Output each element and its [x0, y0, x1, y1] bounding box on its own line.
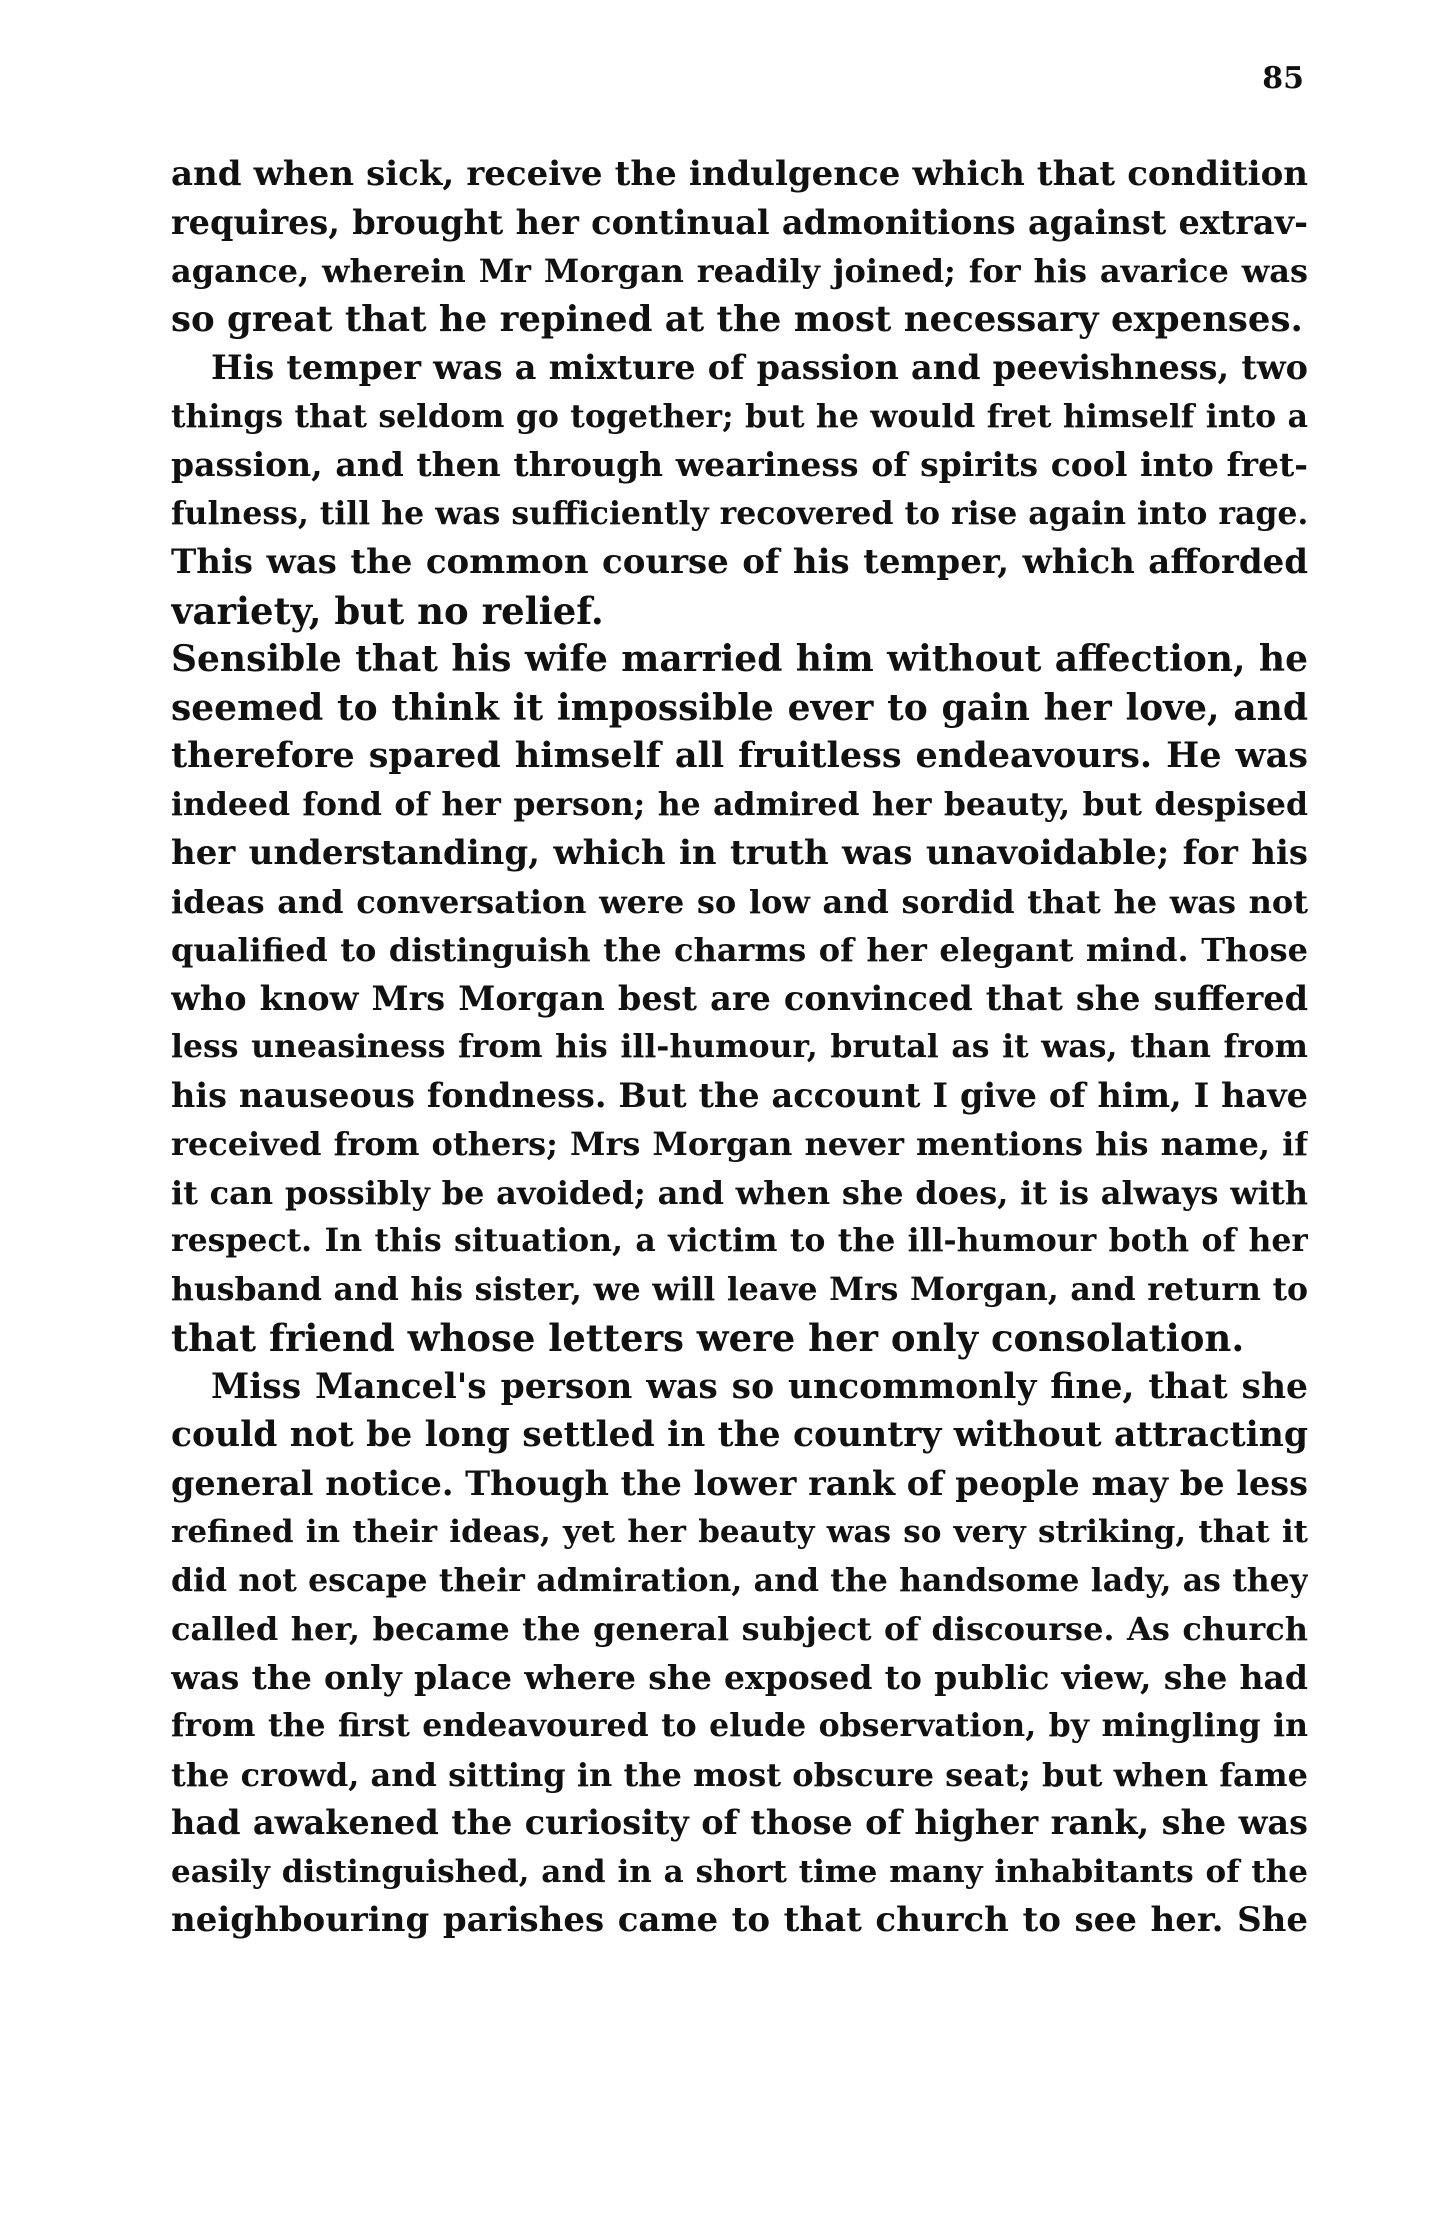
text-line: neighbouring parishes came to that church to see her. She: [171, 1900, 1308, 1940]
text-line: the crowd, and sitting in the most obscure seat; but when fame: [171, 1755, 1308, 1794]
text-line: things that seldom go together; but he would fret himself into a: [171, 397, 1308, 435]
text-line: from the first endeavoured to elude observation, by mingling in: [171, 1707, 1308, 1744]
text-line: did not escape their admiration, and the handsome lady, as they: [171, 1561, 1308, 1599]
body-text: [171, 150, 1308, 1945]
text-line: therefore spared himself all fruitless endeavours. He was: [171, 735, 1308, 776]
paragraph: [171, 1363, 1308, 1945]
text-line: Sensible that his wife married him without affection, he: [171, 638, 1308, 680]
text-line: respect. In this situation, a victim to the ill-humour both of her: [171, 1222, 1308, 1259]
text-line: refined in their ideas, yet her beauty was so very striking, that it: [171, 1514, 1308, 1550]
text-line: variety, but no relief.: [171, 588, 604, 633]
text-line: requires, brought her continual admonitions against extrav-: [171, 202, 1308, 242]
text-line: and when sick, receive the indulgence which that condition: [171, 154, 1308, 194]
paragraph: [171, 150, 1308, 344]
paragraph: [171, 635, 1308, 1363]
paragraph: [171, 344, 1308, 635]
text-line: who know Mrs Morgan best are convinced that she suffered: [171, 978, 1308, 1018]
text-line: could not be long settled in the country without attracting: [171, 1415, 1308, 1455]
text-line: indeed fond of her person; he admired her beauty, but despised: [171, 785, 1308, 823]
text-line: His temper was a mixture of passion and peevishness, two: [211, 348, 1308, 387]
text-line: ideas and conversation were so low and sordid that he was not: [171, 882, 1308, 921]
text-line: less uneasiness from his ill-humour, brutal as it was, than from: [171, 1028, 1308, 1065]
text-line: had awakened the curiosity of those of higher rank, she was: [171, 1803, 1308, 1842]
text-line: This was the common course of his temper, which afforded: [171, 542, 1308, 582]
page-number: 85: [1262, 61, 1304, 96]
text-line: Miss Mancel's person was so uncommonly fine, that she: [211, 1366, 1308, 1407]
text-line: general notice. Though the lower rank of people may be less: [171, 1463, 1308, 1503]
text-line: fulness, till he was sufficiently recovered to rise again into rage.: [171, 494, 1308, 532]
text-line: agance, wherein Mr Morgan readily joined; for his avarice was: [171, 252, 1308, 290]
text-line: his nauseous fondness. But the account I give of him, I have: [171, 1075, 1308, 1115]
text-line: called her, became the general subject of discourse. As church: [171, 1610, 1308, 1648]
text-line: easily distinguished, and in a short time many inhabitants of the: [171, 1853, 1308, 1890]
text-line: husband and his sister, we will leave Mrs Morgan, and return to: [171, 1270, 1308, 1308]
text-line: that friend whose letters were her only consolation.: [171, 1316, 1245, 1360]
text-line: it can possibly be avoided; and when she does, it is always with: [171, 1173, 1308, 1212]
text-line: her understanding, which in truth was unavoidable; for his: [171, 833, 1308, 873]
text-line: so great that he repined at the most necessary expenses.: [171, 298, 1303, 340]
text-line: passion, and then through weariness of spirits cool into fret-: [171, 445, 1308, 484]
text-line: received from others; Mrs Morgan never mentions his name, if: [171, 1125, 1308, 1163]
text-line: qualified to distinguish the charms of her elegant mind. Those: [171, 931, 1308, 969]
text-line: was the only place where she exposed to public view, she had: [171, 1657, 1308, 1697]
text-line: seemed to think it impossible ever to gain her love, and: [171, 686, 1308, 729]
